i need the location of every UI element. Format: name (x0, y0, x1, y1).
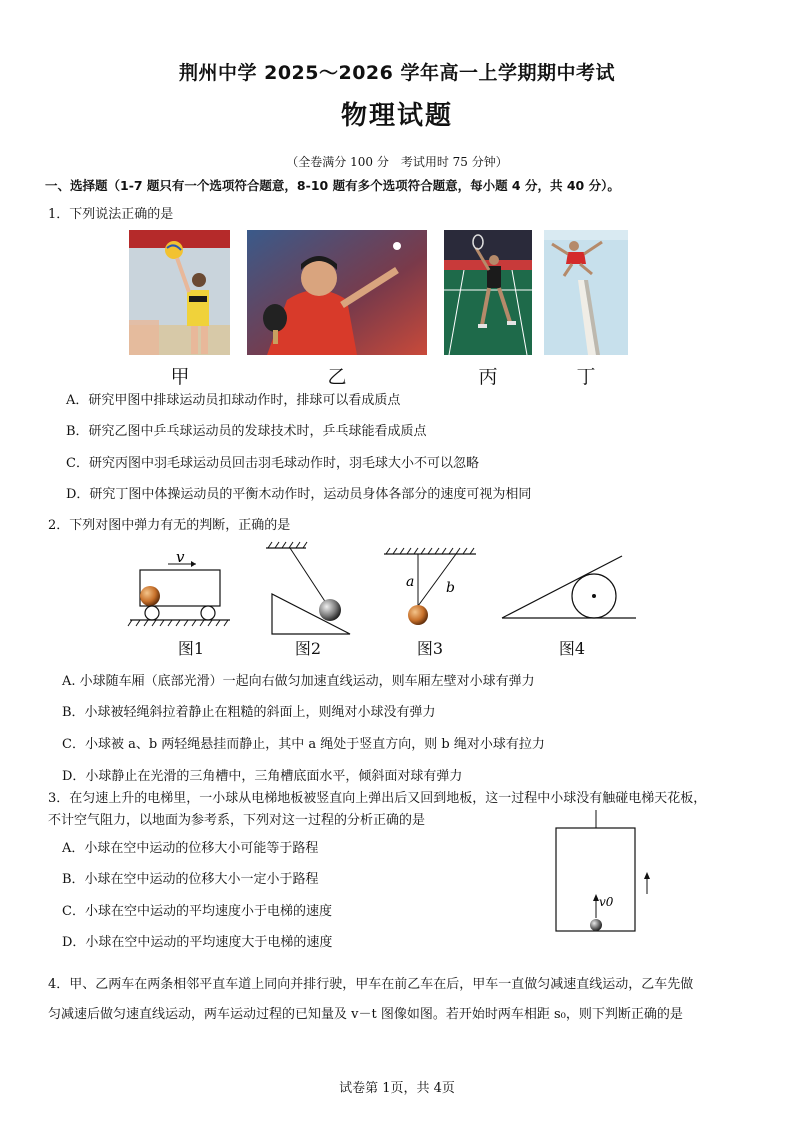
q3-v0-label: v0 (599, 895, 614, 909)
q3-option-a: A．小球在空中运动的位移大小可能等于路程 (62, 841, 319, 856)
q3-option-b: B．小球在空中运动的位移大小一定小于路程 (62, 872, 319, 887)
q2-option-d: D．小球静止在光滑的三角槽中，三角槽底面水平，倾斜面对球有弹力 (62, 769, 463, 784)
caption-yi: 乙 (327, 366, 347, 388)
photo-table-tennis (247, 230, 427, 355)
fig1-cart (128, 548, 230, 626)
fig2-incline (266, 542, 350, 634)
fig3-ball (408, 605, 428, 625)
subject-title: 物理试题 (340, 101, 453, 131)
fig4-groove (502, 556, 636, 618)
q4-stem-line2: 匀减速后做匀速直线运动，两车运动过程的已知量及 v－t 图像如图。若开始时两车相距 s₀，则下判断正确的是 (48, 1007, 683, 1022)
q4-stem (48, 970, 758, 1030)
fig2-caption: 图2 (294, 639, 322, 658)
q3-ball (590, 919, 602, 931)
fig2-ball (319, 599, 341, 621)
q1-option-c: C．研究丙图中羽毛球运动员回击羽毛球动作时，羽毛球大小不可以忽略 (66, 456, 479, 471)
q3-stem-line1: 3．在匀速上升的电梯里，一小球从电梯地板被竖直向上弹出后又回到地板，这一过程中小球没有触碰电梯天花板， (48, 791, 707, 806)
q3-option-d: D．小球在空中运动的平均速度大于电梯的速度 (62, 935, 333, 950)
fig1-ball (140, 586, 160, 606)
exam-title: 荆州中学 2025～2026 学年高一上学期期中考试 (179, 62, 615, 84)
q1-stem: 1．下列说法正确的是 (48, 207, 174, 222)
photo-badminton (444, 230, 532, 355)
q1-option-a: A．研究甲图中排球运动员扣球动作时，排球可以看成质点 (66, 393, 401, 408)
fig3-ropes (384, 548, 476, 625)
q3-elevator-figure (550, 810, 660, 935)
fig4-caption: 图4 (558, 639, 586, 658)
fig1-velocity-label: v (176, 548, 185, 566)
caption-jia: 甲 (170, 366, 190, 388)
fig3-rope-a-label: a (406, 574, 415, 590)
q3-stem-line2: 不计空气阻力，以地面为参考系，下列对这一过程的分析正确的是 (48, 813, 426, 828)
q1-option-d: D．研究丁图中体操运动员的平衡木动作时，运动员身体各部分的速度可视为相同 (66, 487, 532, 502)
section-heading: 一、选择题（1-7 题只有一个选项符合题意，8-10 题有多个选项符合题意，每小题 4 分，共 40 分）。 (45, 178, 620, 193)
q2-option-c: C．小球被 a、b 两轻绳悬挂而静止，其中 a 绳处于竖直方向，则 b 绳对小球有拉力 (62, 737, 545, 752)
caption-ding: 丁 (576, 366, 596, 388)
caption-bing: 丙 (478, 366, 498, 388)
page-footer: 试卷第 1页，共 4页 (339, 1081, 455, 1096)
photo-balance-beam (544, 230, 628, 355)
q3-stem (48, 788, 768, 832)
q1-option-b: B．研究乙图中乒乓球运动员的发球技术时，乒乓球能看成质点 (66, 424, 427, 439)
exam-note: （全卷满分 100 分 考试用时 75 分钟） (286, 155, 508, 169)
fig1-caption: 图1 (177, 639, 205, 658)
q2-figures (120, 540, 640, 640)
q3-option-c: C．小球在空中运动的平均速度小于电梯的速度 (62, 904, 332, 919)
fig3-rope-b-label: b (446, 580, 455, 596)
photo-volleyball (129, 230, 230, 355)
q2-stem: 2．下列对图中弹力有无的判断，正确的是 (48, 518, 291, 533)
fig3-caption: 图3 (416, 639, 444, 658)
q4-stem-line1: 4．甲、乙两车在两条相邻平直车道上同向并排行驶，甲车在前乙车在后，甲车一直做匀减速直线运动，乙车先做 (48, 977, 694, 992)
q2-option-b: B．小球被轻绳斜拉着静止在粗糙的斜面上，则绳对小球没有弹力 (62, 705, 436, 720)
q2-option-a: A. 小球随车厢（底部光滑）一起向右做匀加速直线运动，则车厢左壁对小球有弹力 (62, 674, 535, 689)
